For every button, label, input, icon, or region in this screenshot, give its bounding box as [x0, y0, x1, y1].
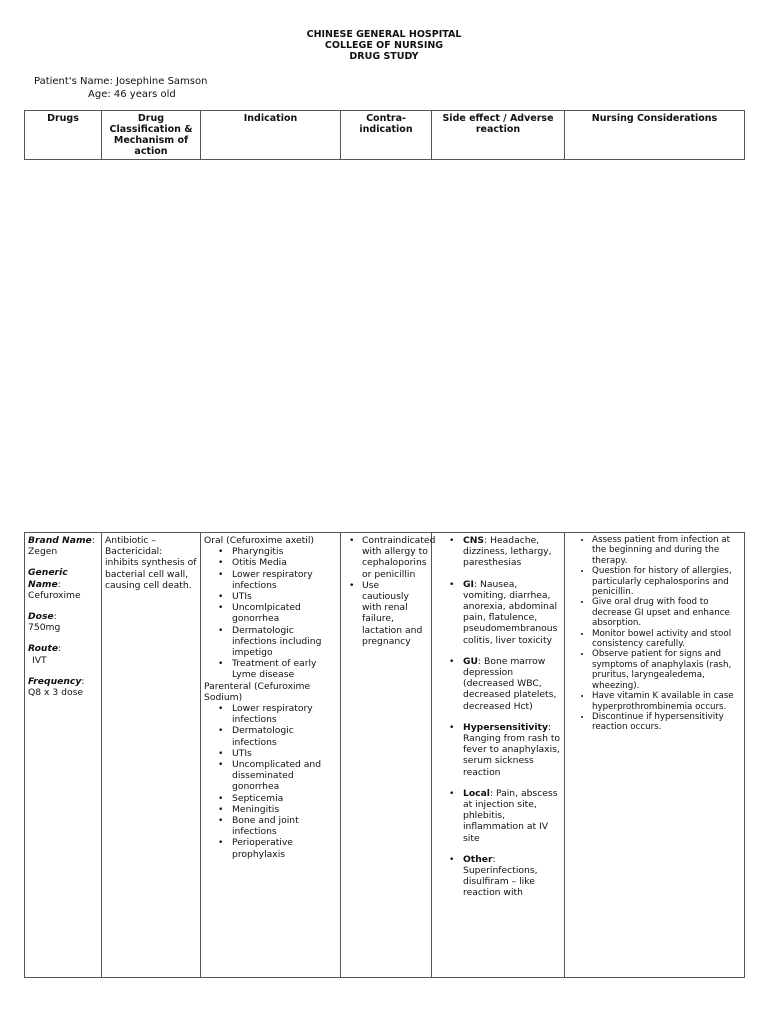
- column-header-indication: Indication: [201, 111, 341, 160]
- document-header: [0, 29, 768, 62]
- patient-info: [34, 75, 207, 101]
- list-item: [463, 535, 561, 569]
- column-header-table: [24, 110, 745, 160]
- list-item: • Lower respiratory infections: [232, 703, 337, 725]
- list-item: • Dermatologic infections: [232, 725, 337, 747]
- nursing-considerations-list: [568, 535, 741, 733]
- list-item: • UTIs: [232, 748, 337, 759]
- list-item: • Contraindicated with allergy to cephaloporins or penicillin: [362, 535, 428, 580]
- list-item: • Uncomlpicated gonorrhea: [232, 602, 337, 624]
- frequency-value: Q8 x 3 dose: [28, 687, 84, 699]
- side-effect-text: : Superinfections, disulfiram – like reaction with: [463, 853, 538, 899]
- list-item: • Assess patient from infection at the beginning and during the therapy.: [592, 535, 741, 566]
- list-item: • Bone and joint infections: [232, 815, 337, 837]
- list-item: [463, 854, 561, 899]
- list-item: • Meningitis: [232, 804, 337, 815]
- route-value: IVT: [32, 654, 47, 666]
- side-effect-category: Other: [463, 853, 493, 865]
- column-header-nursing: Nursing Considerations: [565, 111, 745, 160]
- list-item: • UTIs: [232, 591, 337, 602]
- side-effect-category: GU: [463, 655, 479, 667]
- list-item: • Treatment of early Lyme disease: [232, 658, 337, 680]
- list-item: • Dermatologic infections including impetigo: [232, 625, 337, 659]
- side-effect-text: : Nausea, vomiting, diarrhea, anorexia, abdominal pain, flatulence, pseudomembranous colitis, liver toxicity: [463, 578, 558, 646]
- oral-indication-list: [204, 546, 337, 680]
- list-item: [463, 579, 561, 646]
- list-item: • Pharyngitis: [232, 546, 337, 557]
- column-header-contraindication: Contra-indication: [341, 111, 432, 160]
- list-item: [463, 656, 561, 712]
- list-item: • Give oral drug with food to decrease GI upset and enhance absorption.: [592, 597, 741, 628]
- generic-name-value: Cefuroxime: [28, 589, 81, 601]
- drugs-cell: Brand Name: Zegen Generic Name: Cefuroxime Dose: 750mg Route: IVT Frequency: Q8 x 3 dose: [25, 533, 102, 978]
- side-effect-category: Local: [463, 787, 490, 799]
- list-item: • Question for history of allergies, particularly cephalosporins and penicillin.: [592, 566, 741, 597]
- column-header-classification: Drug Classification & Mechanism of action: [102, 111, 201, 160]
- list-item: [463, 722, 561, 778]
- parenteral-heading: Parenteral (Cefuroxime Sodium): [204, 680, 311, 703]
- route-label: Route: [28, 643, 59, 655]
- side-effect-text: : Ranging from rash to fever to anaphylaxis, serum sickness reaction: [463, 721, 561, 778]
- dose-value: 750mg: [28, 622, 61, 634]
- dose-label: Dose: [28, 611, 54, 623]
- column-header-drugs: Drugs: [25, 111, 102, 160]
- side-effect-category: GI: [463, 578, 474, 590]
- oral-heading: Oral (Cefuroxime axetil): [204, 535, 314, 546]
- list-item: • Monitor bowel activity and stool consistency carefully.: [592, 629, 741, 650]
- side-effects-list: [435, 535, 561, 899]
- side-effect-text: : Headache, dizziness, lethargy, paresthesias: [463, 535, 552, 569]
- list-item: [463, 788, 561, 844]
- document-title: DRUG STUDY: [349, 51, 419, 62]
- contraindication-cell: [341, 533, 436, 978]
- drug-study-table: [24, 532, 745, 978]
- table-row: [25, 533, 745, 978]
- list-item: • Septicemia: [232, 793, 337, 804]
- list-item: • Observe patient for signs and symptoms of anaphylaxis (rash, pruritus, laryngealedema, wheezing).: [592, 649, 741, 691]
- generic-name-label: Generic Name: [28, 567, 68, 590]
- patient-age: Age: 46 years old: [88, 89, 176, 100]
- side-effect-text: : Pain, abscess at injection site, phlebitis, inflammation at IV site: [463, 787, 558, 844]
- side-effects-cell: [432, 533, 565, 978]
- list-item: • Use cautiously with renal failure, lactation and pregnancy: [362, 580, 428, 647]
- brand-name-value: Zegen: [28, 546, 58, 558]
- frequency-label: Frequency: [28, 675, 82, 687]
- parenteral-indication-list: [204, 703, 337, 860]
- list-item: • Otitis Media: [232, 557, 337, 568]
- side-effect-category: Hypersensitivity: [463, 721, 548, 733]
- list-item: • Lower respiratory infections: [232, 569, 337, 591]
- patient-name: Patient's Name: Josephine Samson: [34, 76, 208, 87]
- contraindication-list: [344, 535, 436, 647]
- nursing-considerations-cell: [565, 533, 745, 978]
- list-item: • Uncomplicated and disseminated gonorrhea: [232, 759, 337, 793]
- classification-cell: Antibiotic – Bactericidal: inhibits synthesis of bacterial cell wall, causing cell death.: [102, 533, 201, 978]
- brand-name-label: Brand Name: [28, 535, 92, 546]
- hospital-name: CHINESE GENERAL HOSPITAL: [306, 29, 462, 40]
- column-header-side-effects: Side effect / Adverse reaction: [432, 111, 565, 160]
- list-item: • Perioperative prophylaxis: [232, 837, 337, 859]
- indication-cell: [201, 533, 341, 978]
- list-item: • Have vitamin K available in case hyperprothrombinemia occurs.: [592, 691, 741, 712]
- side-effect-category: CNS: [463, 535, 485, 546]
- list-item: • Discontinue if hypersensitivity reaction occurs.: [592, 712, 741, 733]
- side-effect-text: : Bone marrow depression (decreased WBC, decreased platelets, decreased Hct): [463, 655, 557, 712]
- college-name: COLLEGE OF NURSING: [324, 40, 444, 51]
